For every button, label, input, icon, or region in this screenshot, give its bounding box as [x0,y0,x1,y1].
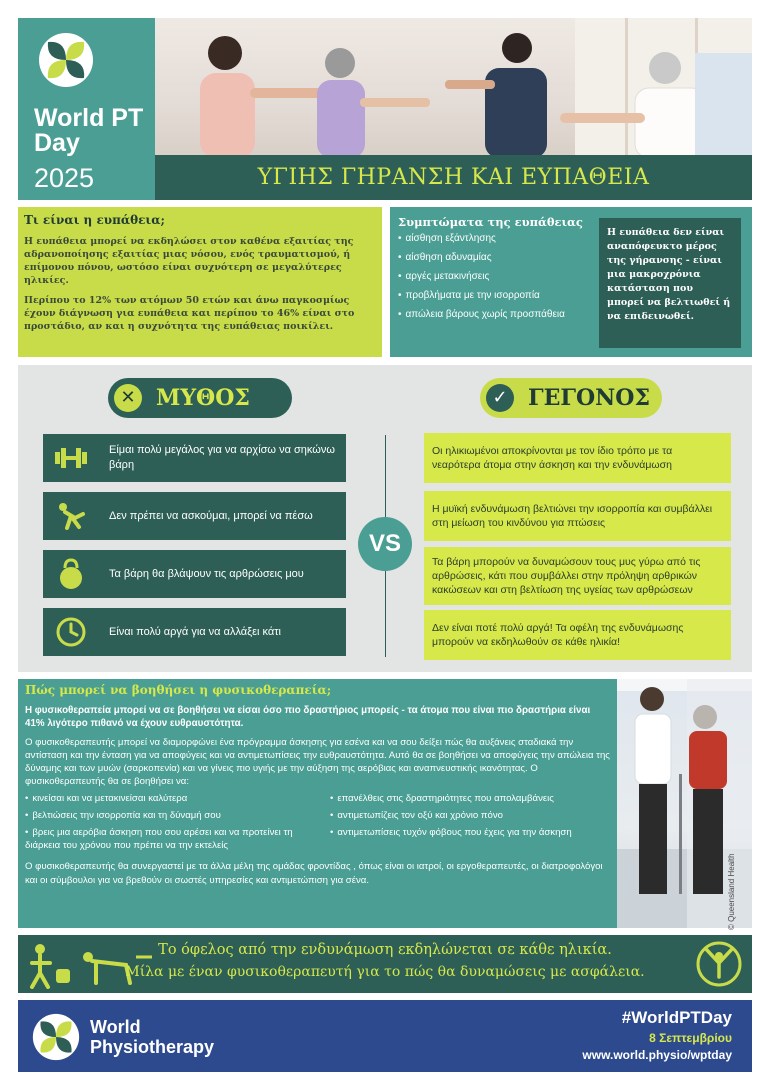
help-benefit-columns [25,792,610,856]
organization-name [90,1017,214,1057]
how-physio-helps-section [18,679,617,928]
banner-title: ΥΓΙΗΣ ΓΗΡΑΝΣΗ ΚΑΙ ΕΥΠΑΘΕΙΑ [155,155,752,200]
symptoms-heading: Συμπτώματα της ευπάθειας [398,215,583,229]
hashtag: #WorldPTDay [621,1008,732,1027]
help-heading: Πώς μπορεί να βοηθήσει η φυσικοθεραπεία; [25,683,332,697]
arms-raised-person-icon [696,941,742,987]
world-physiotherapy-logo-icon [32,1013,80,1061]
myth-header [108,378,292,418]
fact-row: Η μυϊκή ενδυνάμωση βελτιώνει την ισορροπία και συμβάλλει στη μείωση του κινδύνου για πτώσεις [424,491,731,541]
symptom-item: • προβλήματα με την ισορροπία [398,290,744,301]
x-icon: ✕ [114,384,142,412]
what-is-frailty-section [18,207,382,357]
myth-text: Είμαι πολύ μεγάλος για να αρχίσω να σηκώνω βάρη [109,444,335,471]
symptom-item: • αίσθηση εξάντλησης [398,233,744,244]
help-list-item: • επανέλθεις στις δραστηριότητες που απολαμβάνεις [330,792,610,805]
myth-vs-fact-section [18,365,752,672]
myth-text: Είναι πολύ αργά για να αλλάξει κάτι [109,625,281,638]
help-list-left [25,792,330,856]
dumbbell-icon [53,442,89,474]
organization-name-line-2: Physiotherapy [90,1037,215,1057]
symptom-item: • αίσθηση αδυναμίας [398,252,744,263]
symptom-item: • αργές μετακινήσεις [398,271,744,282]
brand-year: 2025 [34,163,95,193]
what-is-paragraph-1: Η ευπάθεια μπορεί να εκδηλώσει στον καθένα εξαιτίας της αδρανοποίησης εξαιτίας μιας νόσου, ενός τραυματισμού, ή επίμονου πόνου, ωστόσο είναι συχνότερη σε μεγαλύτερες ηλικίες. [24,236,354,286]
myth-text: Δεν πρέπει να ασκούμαι, μπορεί να πέσω [109,509,313,522]
clock-icon [53,616,89,648]
myth-text: Τα βάρη θα βλάψουν τις αρθρώσεις μου [109,567,304,580]
footer [18,1000,752,1072]
world-pt-day-brand [18,18,155,200]
kettlebell-icon [53,558,89,590]
fact-header [480,378,662,418]
symptom-item: • απώλεια βάρους χωρίς προσπάθεια [398,309,744,320]
help-closing: Ο φυσικοθεραπευτής θα συνεργαστεί με τα άλλα μέλη της ομάδας φροντίδας , όπως είναι οι ιατροί, οι εργοθεραπευτές, οι διατροφολόγοι και οι σύμβουλοι για να βρεθούν οι σωστές υπηρεσίες και αντιμετώπιση για σένα. [25,861,603,886]
benefit-banner [18,935,752,993]
myth-label: ΜΥΘΟΣ [156,385,250,411]
help-list-item: • αντιμετωπίζεις τον οξύ και χρόνιο πόνο [330,809,610,822]
myth-row [43,434,346,482]
event-date: 8 Σεπτεμβρίου [649,1031,732,1045]
exercise-class-illustration [155,18,752,158]
organization-name-line-1: World [90,1017,141,1037]
myth-row [43,608,346,656]
vs-badge: VS [358,517,412,571]
help-body: Ο φυσικοθεραπευτής μπορεί να διαμορφώνει ένα πρόγραμμα άσκησης για εσένα και να σου δείξει πώς θα αυξάνεις σταδιακά την αντίσταση και την ένταση για να αποφύγεις και να αντιμετωπίσεις την ευθραυστότητα. Αυτό θα σε βοηθήσει να αποφύγεις την απώλεια της δύναμης και των μυών (σαρκοπενία) και να γίνεις πιο υγιής με την αύξηση της αερόβιας και αναπνευστικής ικανότητας. Ο φυσικοθεραπευτής θα σε βοηθήσει να: [25,737,610,787]
header-photo-seniors-exercising [155,18,752,158]
fact-row: Δεν είναι ποτέ πολύ αργά! Τα οφέλη της ενδυνάμωσης μπορούν να εκδηλωθούν σε κάθε ηλικία! [424,610,731,660]
help-list-item: • βρεις μια αερόβια άσκηση που σου αρέσει και να προτείνει τη διάρκεια του χρόνου που πρέπει να την εκτελείς [25,826,330,852]
myth-row [43,550,346,598]
help-list-item: • αντιμετωπίσεις τυχόν φόβους που έχεις για την άσκηση [330,826,610,839]
help-list-right [330,792,610,856]
benefit-line-1: Το όφελος από την ενδυνάμωση εκδηλώνεται σε κάθε ηλικία. [158,942,612,958]
photo-credit: © Queensland Health [727,853,736,930]
frailty-callout: Η ευπάθεια δεν είναι αναπόφευκτο μέρος της γήρανσης - είναι μια μακροχρόνια κατάσταση που μπορεί να βελτιωθεί ή να επιδεινωθεί. [599,218,741,348]
fact-row: Οι ηλικιωμένοι αποκρίνονται με τον ίδιο τρόπο με τα νεαρότερα άτομα στην άσκηση και την ενδυνάμωση [424,433,731,483]
checkmark-icon: ✓ [486,384,514,412]
fact-row: Τα βάρη μπορούν να δυναμώσουν τους μυς γύρω από τις αρθρώσεις, κάτι που συμβάλλει στην πρόληψη αρθρικών κακώσεων και στη βελτίωση της υγείας των αρθρώσεων [424,547,731,605]
falling-person-icon [53,500,89,532]
benefit-line-2: Μίλα με έναν φυσικοθεραπευτή για το πώς θα δυναμώσεις με ασφάλεια. [125,964,645,980]
help-lead: Η φυσικοθεραπεία μπορεί να σε βοηθήσει να είσαι όσο πιο δραστήριος μπορείς - τα άτομα που είναι πιο δραστήρια είναι 41% λιγότερο πιθανό να έχουν ευθραυστότητα. [25,705,591,729]
world-pt-day-logo-icon [38,32,94,88]
what-is-paragraph-2: Περίπου το 12% των ατόμων 50 ετών και άνω παγκοσμίως έχουν διάγνωση για ευπάθεια και περίπου το 46% είναι στο προστάδιο, αν και η συχνότητα της ευπάθειας ποικίλει. [24,295,355,332]
help-list-item: • κινείσαι και να μετακινείσαι καλύτερα [25,792,330,805]
website-link[interactable]: www.world.physio/wptday [582,1048,732,1062]
brand-title: World PT Day [34,104,144,157]
help-list-item: • βελτιώσεις την ισορροπία και τη δύναμή σου [25,809,330,822]
fact-label: ΓΕΓΟΝΟΣ [528,385,650,411]
myth-row [43,492,346,540]
what-is-heading: Τι είναι η ευπάθεια; [24,213,165,227]
